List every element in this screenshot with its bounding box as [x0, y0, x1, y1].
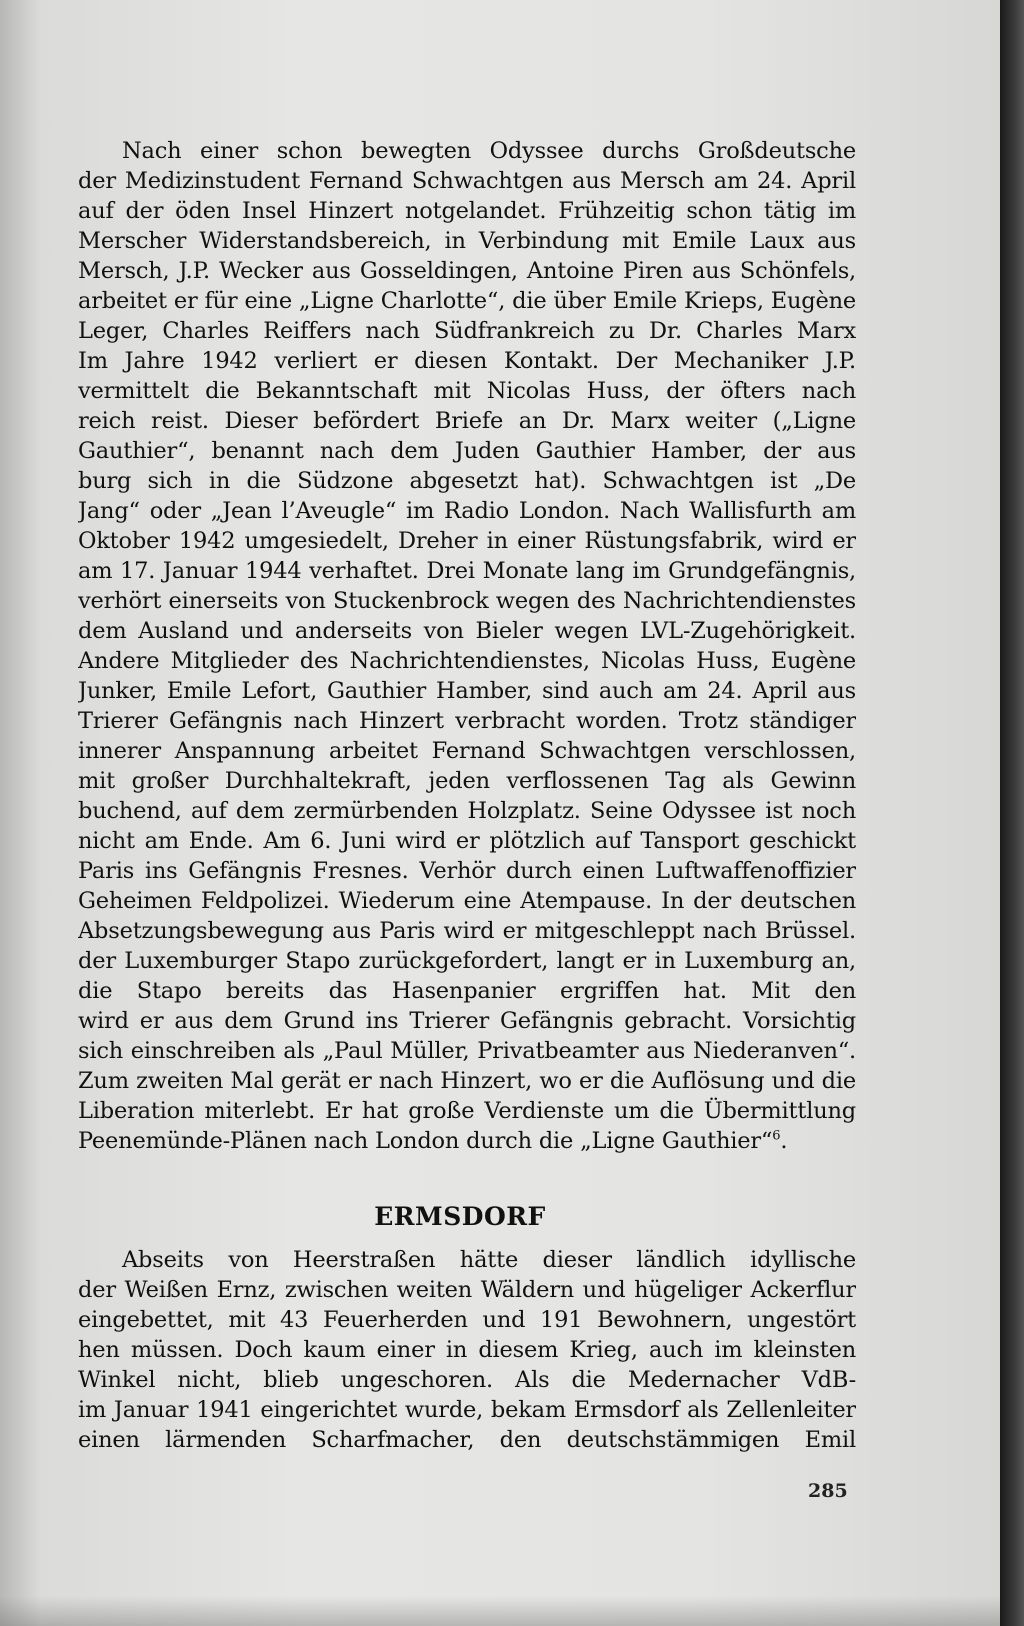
text-line: Trierer Gefängnis nach Hinzert verbracht worden. Trotz ständiger — [78, 708, 856, 734]
paragraph-ermsdorf — [78, 1245, 856, 1455]
spine-shadow — [0, 0, 40, 1626]
text-line: Absetzungsbewegung aus Paris wird er mitgeschleppt nach Brüssel. — [78, 918, 856, 944]
text-line: sich einschreiben als „Paul Müller, Privatbeamter aus Niederanven“. — [78, 1038, 856, 1064]
text-line: Leger, Charles Reiffers nach Südfrankreich zu Dr. Charles Marx — [78, 318, 856, 344]
text-line: Andere Mitglieder des Nachrichtendienstes, Nicolas Huss, Eugène — [78, 648, 856, 674]
text-line: am 17. Januar 1944 verhaftet. Drei Monate lang im Grundgefängnis, — [78, 558, 856, 584]
text-line: Gauthier“, benannt nach dem Juden Gauthier Hamber, der aus — [78, 438, 856, 464]
text-line: dem Ausland und anderseits von Bieler wegen LVL-Zugehörigkeit. — [78, 618, 856, 644]
text-line: buchend, auf dem zermürbenden Holzplatz. Seine Odyssee ist noch — [78, 798, 856, 824]
book-edge — [1000, 0, 1024, 1626]
section-heading: ERMSDORF — [374, 1202, 546, 1231]
text-line: burg sich in die Südzone abgesetzt hat). Schwachtgen ist „De — [78, 468, 856, 494]
text-line: Junker, Emile Lefort, Gauthier Hamber, sind auch am 24. April aus — [78, 678, 856, 704]
text-line: Geheimen Feldpolizei. Wiederum eine Atempause. In der deutschen — [78, 888, 856, 914]
text-line: Liberation miterlebt. Er hat große Verdienste um die Übermittlung — [78, 1098, 856, 1124]
text-line: vermittelt die Bekanntschaft mit Nicolas Huss, der öfters nach — [78, 378, 856, 404]
text-line: hen müssen. Doch kaum einer in diesem Krieg, auch im kleinsten — [78, 1337, 856, 1363]
text-line: Oktober 1942 umgesiedelt, Dreher in einer Rüstungsfabrik, wird er — [78, 528, 856, 554]
text-line: arbeitet er für eine „Ligne Charlotte“, die über Emile Krieps, Eugène — [78, 288, 856, 314]
text-line: einen lärmenden Scharfmacher, den deutschstämmigen Emil — [78, 1427, 856, 1453]
text-line: Mersch, J.P. Wecker aus Gosseldingen, Antoine Piren aus Schönfels, — [78, 258, 856, 284]
text-line: mit großer Durchhaltekraft, jeden verflossenen Tag als Gewinn — [78, 768, 856, 794]
text-line: eingebettet, mit 43 Feuerherden und 191 Bewohnern, ungestört — [78, 1307, 856, 1333]
text-line: verhört einerseits von Stuckenbrock wegen des Nachrichtendienstes — [78, 588, 856, 614]
text-line: Jang“ oder „Jean l’Aveugle“ im Radio London. Nach Wallisfurth am — [78, 498, 856, 524]
text-line: nicht am Ende. Am 6. Juni wird er plötzlich auf Tansport geschickt — [78, 828, 856, 854]
page-number: 285 — [808, 1480, 848, 1502]
text-line: Nach einer schon bewegten Odyssee durchs Großdeutsche — [122, 138, 856, 164]
footnote-mark: 6 — [772, 1128, 781, 1144]
text-line: reich reist. Dieser befördert Briefe an Dr. Marx weiter („Ligne — [78, 408, 856, 434]
text-line: der Medizinstudent Fernand Schwachtgen aus Mersch am 24. April — [78, 168, 856, 194]
text-line: die Stapo bereits das Hasenpanier ergriffen hat. Mit den — [78, 978, 856, 1004]
text-line: wird er aus dem Grund ins Trierer Gefängnis gebracht. Vorsichtig — [78, 1008, 856, 1034]
text-line-last — [78, 1126, 856, 1156]
text-line: Im Jahre 1942 verliert er diesen Kontakt. Der Mechaniker J.P. — [78, 348, 856, 374]
text-line: auf der öden Insel Hinzert notgelandet. Frühzeitig schon tätig im — [78, 198, 856, 224]
text-line: Paris ins Gefängnis Fresnes. Verhör durch einen Luftwaffenoffizier — [78, 858, 856, 884]
text-line: Zum zweiten Mal gerät er nach Hinzert, wo er die Auflösung und die — [78, 1068, 856, 1094]
paragraph-schwachtgen — [78, 136, 856, 1156]
text-line: Merscher Widerstandsbereich, in Verbindung mit Emile Laux aus — [78, 228, 856, 254]
text-line: Winkel nicht, blieb ungeschoren. Als die Medernacher VdB- — [78, 1367, 856, 1393]
page-bottom-shadow — [0, 1596, 1000, 1626]
text-line: Abseits von Heerstraßen hätte dieser ländlich idyllische — [122, 1247, 856, 1273]
text-line: der Weißen Ernz, zwischen weiten Wäldern und hügeliger Ackerflur — [78, 1277, 856, 1303]
text-line: innerer Anspannung arbeitet Fernand Schwachtgen verschlossen, — [78, 738, 856, 764]
text-line: im Januar 1941 eingerichtet wurde, bekam Ermsdorf als Zellenleiter — [78, 1397, 856, 1423]
last-line-text: Peenemünde-Plänen nach London durch die „Ligne Gauthier“ — [78, 1128, 773, 1154]
last-line-end: . — [780, 1128, 788, 1154]
text-line: der Luxemburger Stapo zurückgefordert, langt er in Luxemburg an, — [78, 948, 856, 974]
